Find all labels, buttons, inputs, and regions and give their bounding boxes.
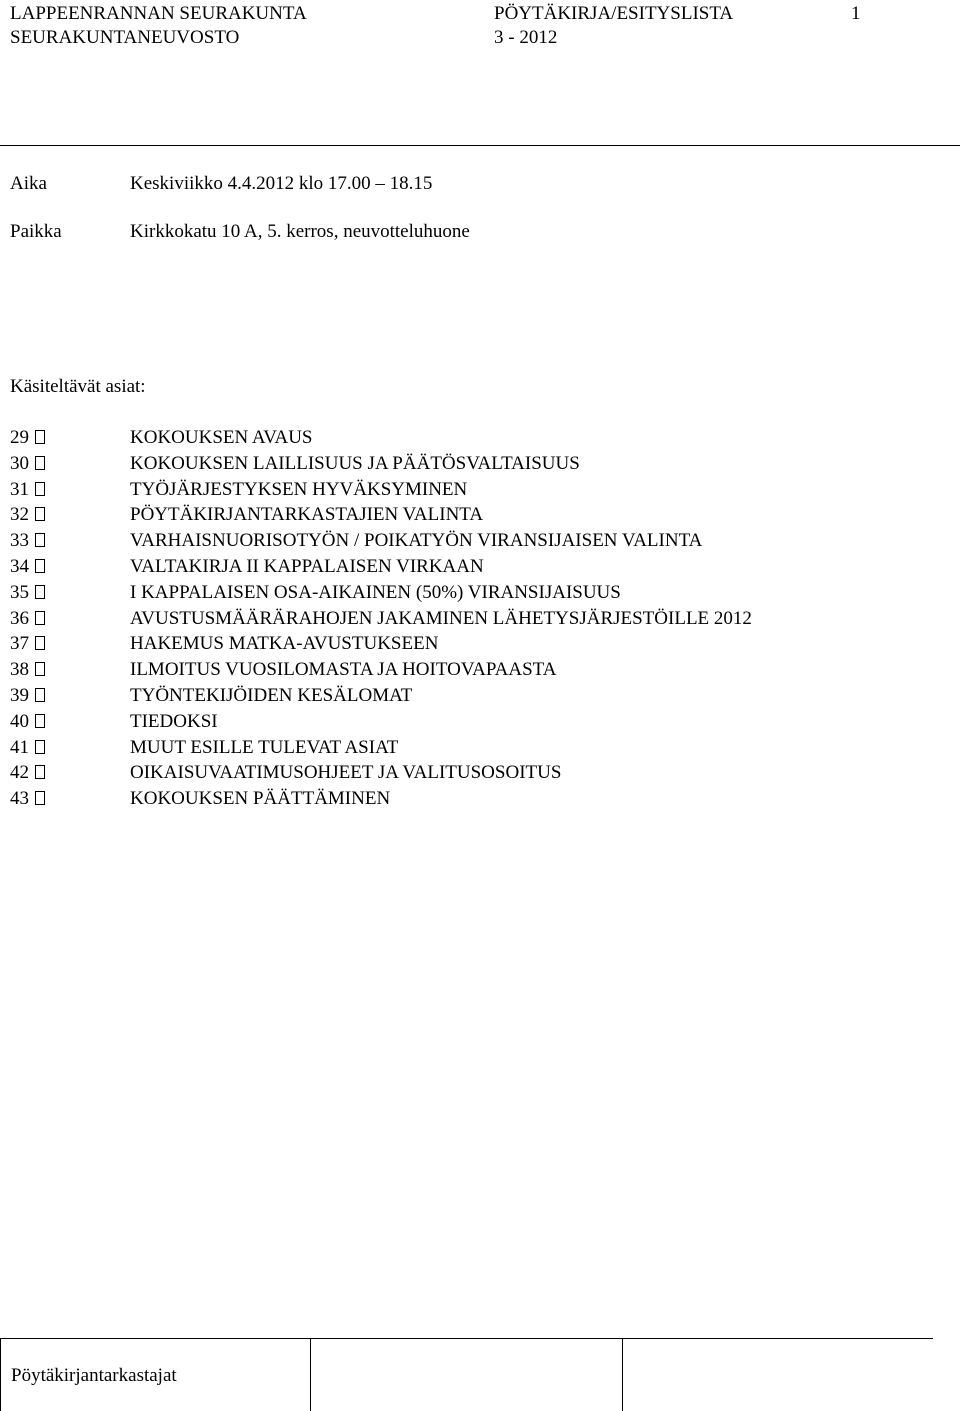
meeting-place-value: Kirkkokatu 10 A, 5. kerros, neuvotteluhuone: [130, 221, 470, 242]
agenda-item-number: [10, 580, 130, 606]
document-type: PÖYTÄKIRJA/ESITYSLISTA: [494, 3, 734, 24]
agenda-item: [10, 786, 752, 812]
agenda-item-number: [10, 657, 130, 683]
agenda-item: [10, 683, 752, 709]
agenda-item-title: ILMOITUS VUOSILOMASTA JA HOITOVAPAASTA: [130, 659, 557, 681]
agenda-item: [10, 631, 752, 657]
page-number: 1: [851, 3, 861, 24]
agenda-item: [10, 477, 752, 503]
organization-name: LAPPEENRANNAN SEURAKUNTA: [10, 3, 307, 24]
agenda-item-title: KOKOUKSEN LAILLISUUS JA PÄÄTÖSVALTAISUUS: [130, 452, 580, 474]
agenda-heading: Käsiteltävät asiat:: [10, 376, 146, 397]
agenda-item-number-text: 35: [10, 581, 29, 603]
section-sign-icon: [35, 765, 45, 779]
agenda-item-number-text: 36: [10, 607, 29, 629]
agenda-item-title: VALTAKIRJA II KAPPALAISEN VIRKAAN: [130, 555, 484, 577]
section-sign-icon: [35, 533, 45, 547]
agenda-item-number: [10, 709, 130, 735]
signature-cell-1: [310, 1339, 311, 1411]
agenda-item-number: [10, 451, 130, 477]
section-sign-icon: [35, 559, 45, 573]
section-sign-icon: [35, 456, 45, 470]
agenda-item-number-text: 32: [10, 504, 29, 526]
agenda-item-title: VARHAISNUORISOTYÖN / POIKATYÖN VIRANSIJAISEN VALINTA: [130, 530, 703, 552]
agenda-item-number: [10, 631, 130, 657]
header-organization-block: [10, 2, 307, 50]
agenda-item-number: [10, 683, 130, 709]
agenda-item-number-text: 41: [10, 736, 29, 758]
agenda-item-number-text: 39: [10, 684, 29, 706]
agenda-item-title: TYÖJÄRJESTYKSEN HYVÄKSYMINEN: [130, 478, 468, 500]
agenda-item: [10, 554, 752, 580]
agenda-list: [10, 425, 752, 812]
agenda-item-title: MUUT ESILLE TULEVAT ASIAT: [130, 736, 399, 758]
agenda-item-number: [10, 606, 130, 632]
council-name: SEURAKUNTANEUVOSTO: [10, 27, 240, 48]
agenda-item-title: I KAPPALAISEN OSA-AIKAINEN (50%) VIRANSIJAISUUS: [130, 581, 621, 603]
signature-table: [0, 1338, 933, 1411]
agenda-item-number: [10, 502, 130, 528]
signature-cell-2: [622, 1339, 623, 1411]
agenda-item: [10, 760, 752, 786]
section-sign-icon: [35, 611, 45, 625]
agenda-item: [10, 709, 752, 735]
signature-cell-label: [0, 1339, 177, 1411]
agenda-item-number: [10, 760, 130, 786]
section-sign-icon: [35, 740, 45, 754]
agenda-item-title: AVUSTUSMÄÄRÄRAHOJEN JAKAMINEN LÄHETYSJÄRJESTÖILLE 2012: [130, 607, 752, 629]
meeting-time-value: Keskiviikko 4.4.2012 klo 17.00 – 18.15: [130, 173, 433, 194]
section-sign-icon: [35, 662, 45, 676]
agenda-item: [10, 451, 752, 477]
section-sign-icon: [35, 688, 45, 702]
agenda-item-number-text: 40: [10, 710, 29, 732]
signatures-label: Pöytäkirjantarkastajat: [11, 1365, 177, 1386]
header-document-block: [494, 2, 733, 50]
section-sign-icon: [35, 714, 45, 728]
agenda-item: [10, 580, 752, 606]
agenda-item-number-text: 34: [10, 555, 29, 577]
meeting-time-label: Aika: [10, 173, 47, 194]
agenda-item: [10, 528, 752, 554]
agenda-item-number: [10, 425, 130, 451]
section-sign-icon: [35, 507, 45, 521]
agenda-item: [10, 606, 752, 632]
agenda-item: [10, 657, 752, 683]
agenda-item: [10, 735, 752, 761]
section-sign-icon: [35, 482, 45, 496]
agenda-item-title: TYÖNTEKIJÖIDEN KESÄLOMAT: [130, 684, 413, 706]
agenda-item: [10, 425, 752, 451]
meeting-time-row: [10, 172, 432, 196]
section-sign-icon: [35, 430, 45, 444]
agenda-item-title: KOKOUKSEN PÄÄTTÄMINEN: [130, 788, 391, 810]
agenda-item-number-text: 30: [10, 452, 29, 474]
agenda-item-title: HAKEMUS MATKA-AVUSTUKSEEN: [130, 633, 439, 655]
agenda-item-number-text: 43: [10, 788, 29, 810]
agenda-item-title: PÖYTÄKIRJANTARKASTAJIEN VALINTA: [130, 504, 484, 526]
agenda-item-number: [10, 786, 130, 812]
agenda-item-number-text: 29: [10, 427, 29, 448]
meeting-place-label: Paikka: [10, 221, 62, 242]
agenda-item-title: KOKOUKSEN AVAUS: [130, 427, 313, 448]
agenda-item-number: [10, 735, 130, 761]
section-sign-icon: [35, 791, 45, 805]
header-divider: [0, 145, 960, 146]
agenda-item-number: [10, 477, 130, 503]
section-sign-icon: [35, 636, 45, 650]
agenda-item-number-text: 37: [10, 633, 29, 655]
agenda-item-number-text: 33: [10, 530, 29, 552]
meeting-place-row: [10, 220, 470, 244]
agenda-item-title: OIKAISUVAATIMUSOHJEET JA VALITUSOSOITUS: [130, 762, 562, 784]
agenda-item-number-text: 42: [10, 762, 29, 784]
agenda-item-number-text: 31: [10, 478, 29, 500]
meeting-number: 3 - 2012: [494, 27, 558, 48]
section-sign-icon: [35, 585, 45, 599]
agenda-item: [10, 502, 752, 528]
agenda-item-number-text: 38: [10, 659, 29, 681]
agenda-item-number: [10, 554, 130, 580]
agenda-item-number: [10, 528, 130, 554]
agenda-item-title: TIEDOKSI: [130, 710, 218, 732]
